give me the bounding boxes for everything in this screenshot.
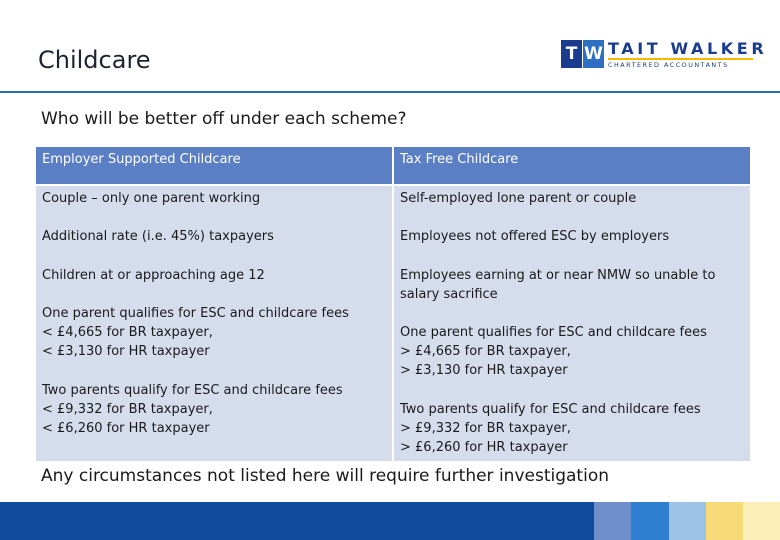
esc-row-4: One parent qualifies for ESC and childcare fees < £4,665 for BR taxpayer, < £3,130 for HR taxpayer (42, 306, 349, 359)
tfc-row-3: Employees earning at or near NMW so unable to salary sacrifice (400, 268, 716, 302)
slide-title: Childcare (38, 46, 151, 74)
esc-row-1: Couple – only one parent working (42, 191, 261, 206)
logo-tagline: CHARTERED ACCOUNTANTS (608, 61, 729, 69)
bottom-color-bar (0, 502, 780, 540)
question-text: Who will be better off under each scheme? (41, 109, 407, 129)
esc-row-3: Children at or approaching age 12 (42, 268, 265, 283)
tfc-row-1: Self-employed lone parent or couple (400, 191, 637, 206)
esc-row-5: Two parents qualify for ESC and childcare fees < £9,332 for BR taxpayer, < £6,260 for HR taxpayer (42, 383, 343, 436)
tfc-row-2: Employees not offered ESC by employers (400, 229, 670, 244)
header-employer-supported-childcare: Employer Supported Childcare (42, 152, 241, 167)
comparison-table (36, 147, 750, 461)
logo-gold-rule (608, 58, 753, 60)
logo-name: TAIT WALKER (608, 39, 768, 58)
footer-note: Any circumstances not listed here will require further investigation (41, 466, 609, 486)
logo-letter-w: W (583, 40, 604, 68)
tfc-row-4: One parent qualifies for ESC and childcare fees > £4,665 for BR taxpayer, > £3,130 for HR taxpayer (400, 325, 707, 378)
bar-segment-periwinkle (594, 502, 631, 540)
title-divider (0, 91, 780, 93)
tait-walker-logo (561, 39, 768, 69)
bar-segment-light-blue (669, 502, 706, 540)
header-tax-free-childcare: Tax Free Childcare (400, 152, 519, 167)
esc-row-2: Additional rate (i.e. 45%) taxpayers (42, 229, 274, 244)
tfc-row-5: Two parents qualify for ESC and childcare fees > £9,332 for BR taxpayer, > £6,260 for HR taxpayer (400, 402, 701, 455)
bar-segment-mid-blue (631, 502, 669, 540)
bar-segment-dark-blue (0, 502, 594, 540)
bar-segment-gold (706, 502, 743, 540)
column-divider (392, 147, 394, 461)
logo-letter-t: T (561, 40, 582, 68)
bar-segment-pale-gold (743, 502, 780, 540)
